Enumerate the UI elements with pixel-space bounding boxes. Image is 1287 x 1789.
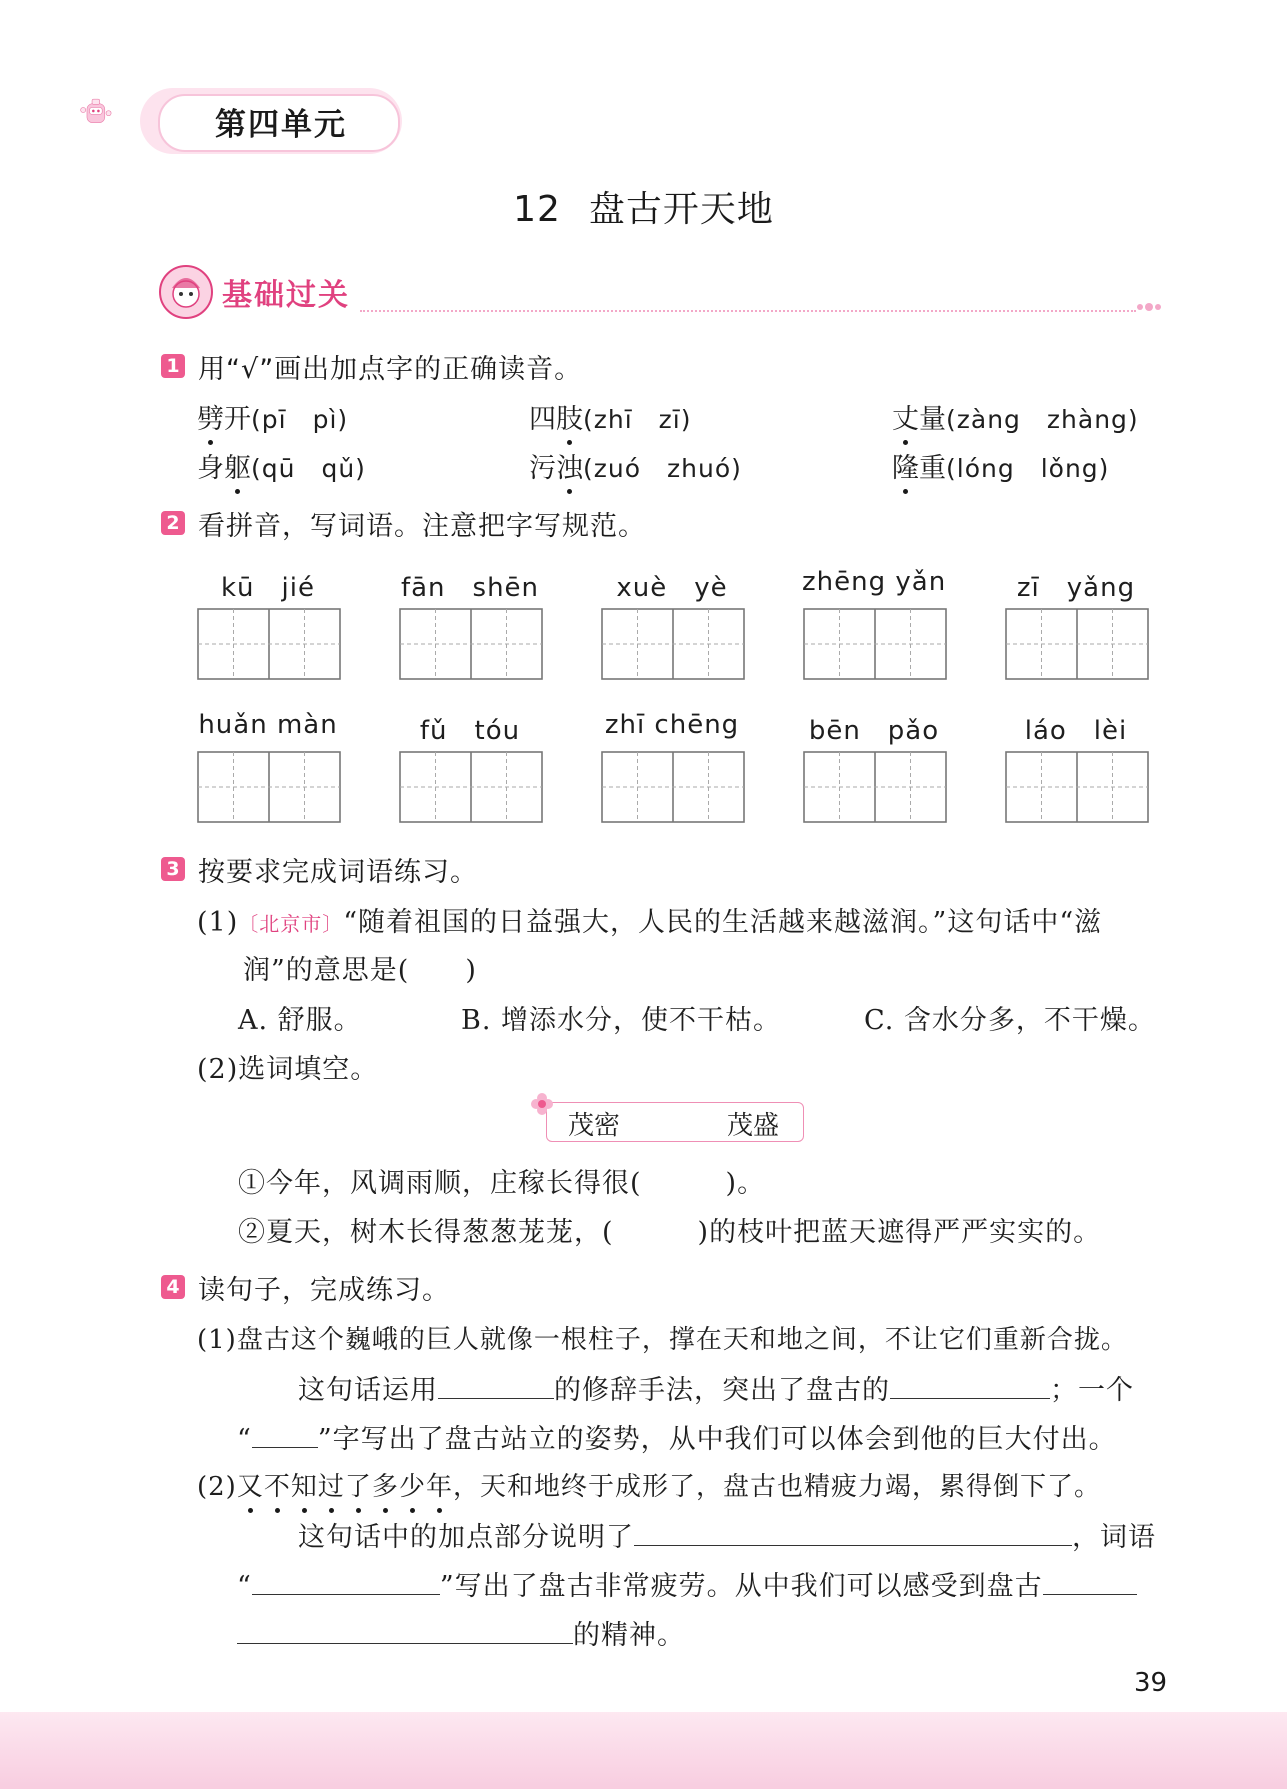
fill-sentence-1[interactable]: ①今年，风调雨顺，庄稼长得很( )。 — [238, 1168, 766, 1199]
q1-item — [892, 397, 1139, 436]
question-1-text: 用“√”画出加点字的正确读音。 — [198, 354, 583, 385]
answer-blank[interactable] — [634, 1521, 1072, 1546]
dotted-char: 了 — [345, 1466, 372, 1503]
q1-item-suffix: 重 — [919, 453, 946, 484]
page-number: 39 — [1134, 1668, 1168, 1698]
question-number-1: 1 — [161, 354, 185, 378]
question-2-text: 看拼音，写词语。注意把字写规范。 — [198, 511, 646, 542]
q4-part1-answer-line1 — [298, 1368, 1134, 1407]
answer-text: “ — [237, 1424, 252, 1455]
answer-text: 这句话运用 — [298, 1375, 438, 1406]
question-3-text: 按要求完成词语练习。 — [198, 857, 478, 888]
answer-text: ，词语 — [1072, 1522, 1156, 1553]
q4-part2-sentence — [197, 1466, 1101, 1503]
q3-part1-label: (1) — [197, 907, 239, 938]
q4-part1-sentence: (1)盘古这个巍峨的巨人就像一根柱子，撑在天和地之间，不让它们重新合拢。 — [197, 1325, 1128, 1355]
answer-blank[interactable] — [890, 1374, 1050, 1399]
dotted-char: 多 — [372, 1466, 399, 1503]
writing-box[interactable] — [601, 751, 745, 823]
dotted-char: 年 — [426, 1466, 453, 1503]
pinyin-label: fān shēn — [400, 573, 540, 603]
question-number-3: 3 — [161, 857, 185, 881]
q4-part2-answer-line3 — [237, 1613, 685, 1652]
flower-icon — [530, 1092, 554, 1116]
answer-blank[interactable] — [1043, 1570, 1137, 1595]
q1-item — [197, 397, 348, 436]
pinyin-options[interactable]: (qū qǔ) — [251, 454, 366, 483]
pinyin-options[interactable]: (zhī zī) — [583, 405, 692, 434]
pinyin-label: bēn pǎo — [808, 716, 940, 746]
lesson-number: 12 — [513, 189, 561, 230]
dotted-char: 知 — [291, 1466, 318, 1503]
q1-item-suffix: 量 — [919, 404, 946, 435]
option-a[interactable]: A. 舒服。 — [238, 1005, 362, 1036]
pinyin-label: fǔ tóu — [419, 716, 521, 746]
q1-item-prefix: 污 — [529, 453, 556, 484]
answer-text: 的修辞手法，突出了盘古的 — [554, 1375, 890, 1406]
q3-part1-line1 — [197, 900, 1102, 939]
dotted-char: 浊 — [556, 446, 583, 485]
question-number-4: 4 — [161, 1275, 185, 1299]
answer-blank[interactable] — [438, 1374, 554, 1399]
word-option-2: 茂盛 — [727, 1111, 780, 1141]
girl-avatar-icon — [158, 264, 214, 320]
dotted-char: 丈 — [892, 397, 919, 436]
answer-blank[interactable] — [252, 1423, 318, 1448]
pinyin-label: zī yǎng — [1016, 573, 1136, 603]
pinyin-options[interactable]: (zàng zhàng) — [946, 405, 1139, 434]
writing-box[interactable] — [197, 751, 341, 823]
q1-item — [892, 446, 1109, 485]
question-4-text: 读句子，完成练习。 — [198, 1275, 450, 1306]
q1-item-prefix: 身 — [197, 453, 224, 484]
pinyin-label: huǎn màn — [198, 710, 338, 740]
unit-title: 第四单元 — [215, 107, 347, 143]
source-tag: 〔北京市〕 — [238, 912, 344, 936]
q1-item-prefix: 四 — [529, 404, 556, 435]
q1-item — [529, 397, 692, 436]
question-number-2: 2 — [161, 511, 185, 535]
pinyin-label: kū jié — [221, 573, 315, 603]
dotted-char: 隆 — [892, 446, 919, 485]
answer-text: 的精神。 — [573, 1620, 685, 1651]
writing-box[interactable] — [803, 751, 947, 823]
answer-text: 这句话中的加点部分说明了 — [298, 1522, 634, 1553]
lesson-title — [0, 181, 1287, 232]
writing-box[interactable] — [197, 608, 341, 680]
pinyin-label: zhī chēng — [604, 710, 740, 740]
pinyin-options[interactable]: (pī pì) — [251, 405, 349, 434]
fill-sentence-2[interactable]: ②夏天，树木长得葱葱茏茏，( )的枝叶把蓝天遮得严严实实的。 — [238, 1217, 1102, 1248]
pinyin-label: láo lèi — [1024, 716, 1128, 746]
section-divider — [360, 310, 1136, 312]
q1-item — [529, 446, 742, 485]
word-option-1: 茂密 — [568, 1111, 621, 1141]
writing-box[interactable] — [1005, 608, 1149, 680]
writing-box[interactable] — [601, 608, 745, 680]
dotted-char: 躯 — [224, 446, 251, 485]
answer-blank[interactable] — [252, 1570, 440, 1595]
pinyin-label: zhēng yǎn — [802, 567, 947, 597]
answer-text: ”字写出了盘古站立的姿势，从中我们可以体会到他的巨大付出。 — [317, 1424, 1117, 1455]
dotted-char: 过 — [318, 1466, 345, 1503]
dotted-char: 少 — [399, 1466, 426, 1503]
writing-box[interactable] — [1005, 751, 1149, 823]
decorative-dots-icon — [1136, 299, 1162, 315]
option-c[interactable]: C. 含水分多，不干燥。 — [864, 1005, 1156, 1036]
q4-part2-label: (2) — [197, 1472, 237, 1502]
answer-text: ；一个 — [1050, 1375, 1134, 1406]
pinyin-options[interactable]: (zuó zhuó) — [583, 454, 742, 483]
dotted-char: 又 — [237, 1466, 264, 1503]
answer-blank[interactable] — [237, 1619, 573, 1644]
q1-item — [197, 446, 366, 485]
dotted-char: 不 — [264, 1466, 291, 1503]
q3-part2-label: (2)选词填空。 — [197, 1054, 379, 1085]
dotted-char: 肢 — [556, 397, 583, 436]
q4-part2-answer-line2 — [237, 1564, 1137, 1603]
writing-box[interactable] — [399, 751, 543, 823]
section-title: 基础过关 — [222, 278, 350, 313]
dotted-char: 劈 — [197, 397, 224, 436]
answer-text: “ — [237, 1571, 252, 1602]
q3-part1-sentence: “随着祖国的日益强大，人民的生活越来越滋润。”这句话中“滋 — [343, 907, 1103, 938]
writing-box[interactable] — [399, 608, 543, 680]
dotted-phrase — [237, 1472, 453, 1502]
q1-item-suffix: 开 — [224, 404, 251, 435]
q4-part2-answer-line1 — [298, 1515, 1156, 1554]
lesson-name: 盘古开天地 — [588, 189, 774, 230]
option-b[interactable]: B. 增添水分，使不干枯。 — [461, 1005, 782, 1036]
writing-box[interactable] — [803, 608, 947, 680]
footer-band — [0, 1712, 1287, 1789]
pinyin-label: xuè yè — [616, 573, 728, 603]
answer-text: ”写出了盘古非常疲劳。从中我们可以感受到盘古 — [439, 1571, 1043, 1602]
q4-part2-rest: ，天和地终于成形了，盘古也精疲力竭，累得倒下了。 — [452, 1472, 1101, 1502]
q4-part1-answer-line2 — [237, 1417, 1117, 1456]
q3-part1-line2[interactable]: 润”的意思是( ) — [243, 955, 477, 986]
pinyin-options[interactable]: (lóng lǒng) — [946, 454, 1110, 483]
